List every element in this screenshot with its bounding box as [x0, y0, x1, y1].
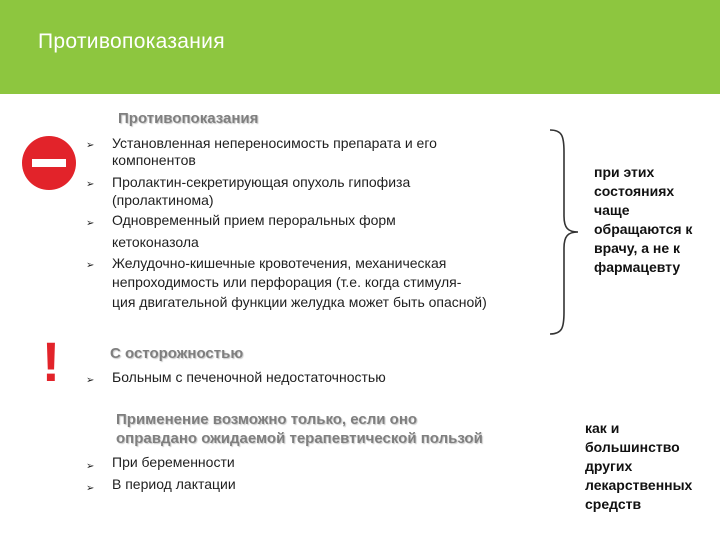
bullet-arrow-icon: ➢ [86, 179, 95, 190]
list-item-line: Желудочно-кишечные кровотечения, механическая [112, 255, 447, 271]
note-line: других [585, 458, 633, 474]
side-note-drugs [585, 419, 692, 514]
note-line: при этих [594, 164, 655, 180]
bullet-arrow-icon: ➢ [86, 461, 95, 472]
note-line: состояниях [594, 183, 675, 199]
list-item-line: (пролактинома) [112, 192, 214, 208]
page-title: Противопоказания [38, 30, 225, 53]
list-item-line: Пролактин-секретирующая опухоль гипофиза [112, 174, 411, 190]
note-line: обращаются к [594, 221, 693, 237]
note-line: чаще [594, 202, 630, 218]
bullet-arrow-icon: ➢ [86, 260, 95, 271]
right-brace-icon [548, 128, 582, 336]
list-item-line: ция двигательной функции желудка может быть опасной) [112, 294, 487, 310]
exclamation-icon: ! [41, 330, 61, 393]
caution-heading: С осторожностью [110, 345, 244, 362]
list-item-line: непроходимость или перфорация (т.е. когда стимуля- [112, 274, 462, 290]
list-item-line: Установленная непереносимость препарата и его [112, 135, 437, 151]
note-line: фармацевту [594, 259, 681, 275]
bullet-arrow-icon: ➢ [86, 483, 95, 494]
no-entry-icon [22, 136, 76, 190]
list-item-line: кетоконазола [112, 234, 199, 250]
note-line: как и [585, 420, 620, 436]
bullet-arrow-icon: ➢ [86, 218, 95, 229]
header-bar [0, 0, 720, 94]
justified-heading-line: Применение возможно только, если оно [116, 411, 418, 428]
note-line: большинство [585, 439, 680, 455]
list-item-line: При беременности [112, 454, 235, 470]
bullet-arrow-icon: ➢ [86, 140, 95, 151]
justified-heading-line: оправдано ожидаемой терапевтической пользой [116, 430, 483, 447]
note-line: средств [585, 496, 642, 512]
list-item-line: Больным с печеночной недостаточностью [112, 369, 386, 385]
list-item-line: В период лактации [112, 476, 236, 492]
note-line: лекарственных [585, 477, 693, 493]
contraindications-heading: Противопоказания [118, 110, 259, 127]
no-entry-bar [32, 159, 66, 167]
list-item-line: Одновременный прием пероральных форм [112, 212, 396, 228]
list-item-line: компонентов [112, 152, 196, 168]
note-line: врачу, а не к [594, 240, 681, 256]
bullet-arrow-icon: ➢ [86, 375, 95, 386]
side-note-doctor [594, 163, 692, 277]
